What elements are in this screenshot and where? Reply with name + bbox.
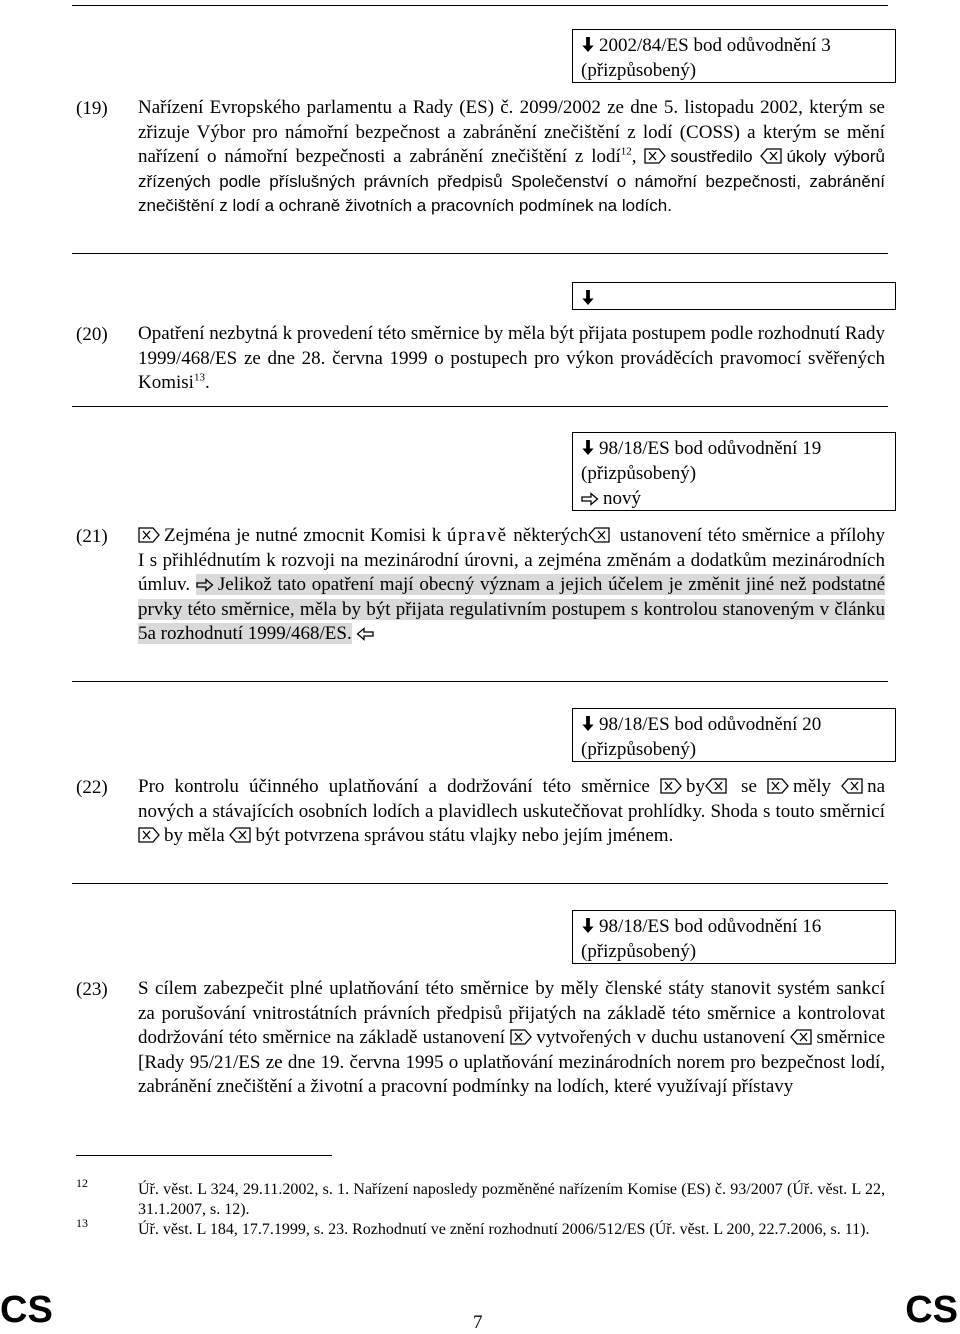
recital-22 <box>138 775 885 849</box>
section-divider <box>72 253 888 254</box>
recital-text: některých <box>513 525 589 546</box>
reference-source: 98/18/ES bod odůvodnění 20 <box>599 714 822 735</box>
paragraph-number: (22) <box>76 777 108 798</box>
recital-text: ustanovení této směrnice a přílohy I s přihlédnutím k rozvoji na mezinárodní úrovni, a zejména změnám a dodatkům mezinárodních úmluv. <box>138 525 885 595</box>
reference-box-20 <box>572 282 896 310</box>
paragraph-number: (20) <box>76 324 108 345</box>
recital-text: S cílem zabezpečit plné uplatňování této směrnice by měly členské státy stanovit systém sankcí za porušování vnitrostátních právních předpisů přijatých na základě této směrnice a kontrolovat dodržování této směrnice na základě ustanovení <box>138 978 885 1048</box>
reference-status: (přizpůsobený) <box>581 941 697 962</box>
recital-text: vytvořených v duchu ustanovení <box>536 1027 786 1048</box>
footnote-ref: 12 <box>620 145 632 158</box>
reference-source: 98/18/ES bod odůvodnění 19 <box>599 438 822 459</box>
section-divider <box>72 681 888 682</box>
insertion-end-icon <box>790 1029 812 1045</box>
recital-23 <box>138 977 885 1100</box>
footnote-number: 13 <box>76 1216 88 1230</box>
recital-text: Nařízení Evropského parlamentu a Rady (ES) č. 2099/2002 ze dne 5. listopadu 2002, kterým se zřizuje Výbor pro námořní bezpečnost a zabránění znečištění z lodí (COSS) a kterým se mění nařízení o námořní bezpečnosti a zabránění znečištění z lodí <box>138 97 885 167</box>
reference-status: (přizpůsobený) <box>581 60 697 81</box>
recital-text: být potvrzena správou státu vlajky nebo jejím jménem. <box>255 825 674 846</box>
reference-status: (přizpůsobený) <box>581 739 697 760</box>
recital-text: měly <box>792 776 831 797</box>
page-number: 7 <box>473 1312 483 1333</box>
footnote-separator <box>76 1155 332 1156</box>
recital-text: by měla <box>164 825 225 846</box>
arrow-down-icon <box>581 715 595 732</box>
recital-text: , <box>631 146 637 167</box>
footnote-12: Úř. věst. L 324, 29.11.2002, s. 1. Nařízení naposledy pozměněné nařízením Komise (ES) č. 93/2007 (Úř. věst. L 22, 31.1.2007, s. 12). <box>138 1181 885 1218</box>
recital-text: na nových a stávajících osobních lodích a plavidlech uskutečňovat prohlídky. Shoda s touto směrnicí <box>138 776 886 822</box>
reference-box-22 <box>572 708 896 762</box>
recital-text: Opatření nezbytná k provedení této směrnice by měla být přijata postupem podle rozhodnutí Rady 1999/468/ES ze dne 28. června 1999 o postupech pro výkon prováděcích pravomocí svěřených Komisi <box>138 323 885 393</box>
insertion-end-icon <box>705 778 727 794</box>
insertion-end-icon <box>841 778 863 794</box>
recital-text: se <box>741 776 757 797</box>
footer-language-left: CS <box>0 1289 53 1331</box>
insertion-start-icon <box>660 778 682 794</box>
new-text-highlight <box>138 574 885 644</box>
insertion-end-icon <box>229 827 251 843</box>
reference-box-21 <box>572 432 896 511</box>
recital-text: by <box>685 776 705 797</box>
recital-text: úkoly výborů zřízených podle příslušných právních předpisů Společenství o námořní bezpečnosti, zabránění znečištění z lodí a ochraně životních a pracovních podmínek na lodích. <box>138 147 885 215</box>
insertion-end-icon <box>760 148 782 164</box>
insertion-start-icon <box>138 827 160 843</box>
paragraph-number: (19) <box>76 98 108 119</box>
insertion-start-icon <box>138 527 160 543</box>
recital-19 <box>138 96 885 219</box>
arrow-right-icon <box>581 492 599 506</box>
recital-text: Jelikož tato opatření mají obecný význam a jejich účelem je změnit jiné než podstatné prvky této směrnice, měla by být přijata regulativním postupem s kontrolou stanoveným v článku 5a rozhodnutí 1999/468/ES. <box>138 574 885 644</box>
footnote-number: 12 <box>76 1176 88 1190</box>
recital-text: směrnice [Rady 95/21/ES ze dne 19. června 1995 o uplatňování mezinárodních norem pro bezpečnost lodí, zabránění znečištění a životní a pracovní podmínky na lodích, které využívají přístavy <box>138 1027 886 1097</box>
insertion-start-icon <box>510 1029 532 1045</box>
arrow-down-icon <box>581 917 595 934</box>
reference-box-19 <box>572 29 896 83</box>
arrow-down-icon <box>581 439 595 456</box>
insertion-end-icon <box>588 527 610 543</box>
reference-source: 98/18/ES bod odůvodnění 16 <box>599 916 822 937</box>
recital-text: soustředilo <box>670 147 753 166</box>
arrow-right-icon <box>196 578 214 592</box>
arrow-left-icon <box>356 627 374 641</box>
reference-source: 2002/84/ES bod odůvodnění 3 <box>599 35 831 56</box>
reference-box-23 <box>572 910 896 964</box>
paragraph-number: (21) <box>76 526 108 547</box>
section-divider <box>72 883 888 884</box>
recital-21 <box>138 524 885 647</box>
footnote-13: Úř. věst. L 184, 17.7.1999, s. 23. Rozhodnutí ve znění rozhodnutí 2006/512/ES (Úř. věst. L 200, 22.7.2006, s. 11). <box>138 1221 870 1238</box>
footnote-ref: 13 <box>193 371 205 384</box>
recital-text: . <box>204 372 210 393</box>
recital-text: Pro kontrolu účinného uplatňování a dodržování této směrnice <box>138 776 650 797</box>
insertion-start-icon <box>644 148 666 164</box>
reference-new: nový <box>603 488 641 509</box>
recital-text: úpravě <box>446 525 508 546</box>
footer-language-right: CS <box>905 1289 958 1331</box>
section-divider <box>72 406 888 407</box>
recital-20 <box>138 322 885 396</box>
insertion-start-icon <box>767 778 789 794</box>
arrow-down-icon <box>581 289 595 306</box>
arrow-down-icon <box>581 36 595 53</box>
top-rule <box>72 5 888 6</box>
reference-status: (přizpůsobený) <box>581 463 697 484</box>
recital-text: Zejména je nutné zmocnit Komisi k <box>164 525 442 546</box>
paragraph-number: (23) <box>76 979 108 1000</box>
